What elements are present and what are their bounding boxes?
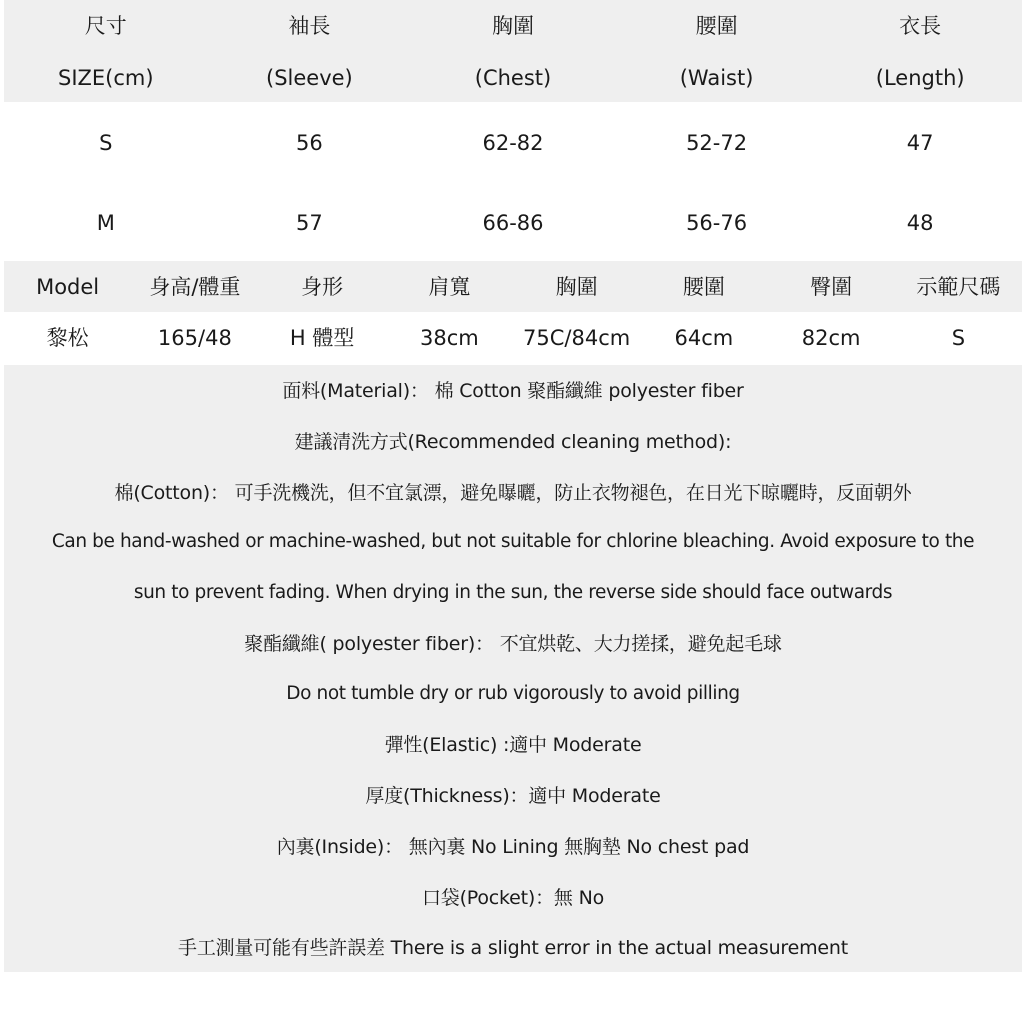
inside-line: 內裏(Inside)： 無內裏 No Lining 無胸墊 No chest pad	[276, 836, 750, 858]
header-body-shape: 身形	[301, 274, 344, 299]
sleeve-cell: 56	[296, 131, 323, 155]
header-waist-zh: 腰圍	[695, 14, 738, 38]
fabric-care-info	[4, 365, 1022, 972]
size-table-body	[4, 102, 1022, 260]
table-row	[4, 312, 1022, 364]
height-weight-cell: 165/48	[157, 326, 232, 350]
header-height-weight: 身高/體重	[149, 274, 241, 299]
header-shoulder: 肩寬	[428, 274, 471, 299]
header-sleeve-en: (Sleeve)	[266, 66, 353, 90]
pocket-line: 口袋(Pocket)：無 No	[421, 887, 605, 909]
size-cell: M	[96, 211, 115, 235]
length-cell: 47	[906, 131, 934, 155]
cleaning-method-heading: 建議清洗方式(Recommended cleaning method):	[294, 431, 732, 453]
bust-cell: 75C/84cm	[523, 326, 631, 350]
polyester-care-en: Do not tumble dry or rub vigorously to avoid pilling	[286, 683, 740, 704]
elastic-line: 彈性(Elastic) :適中 Moderate	[384, 734, 642, 756]
size-header-zh-row	[4, 13, 1022, 39]
chest-cell: 66-86	[482, 211, 544, 235]
table-row	[4, 210, 1022, 236]
body-shape-cell: H 體型	[289, 326, 355, 350]
header-size-en: SIZE(cm)	[58, 66, 154, 90]
table-row	[4, 130, 1022, 156]
thickness-line: 厚度(Thickness)：適中 Moderate	[365, 785, 661, 807]
material-line: 面料(Material)： 棉 Cotton 聚酯纖維 polyester fiber	[282, 380, 744, 402]
waist-cell: 56-76	[686, 211, 748, 235]
header-model: Model	[36, 274, 100, 299]
model-header-row	[4, 261, 1022, 312]
size-header-en-row	[4, 65, 1022, 91]
cotton-care-en-line1: Can be hand-washed or machine-washed, but not suitable for chlorine bleaching. Avoid exposure to the	[51, 531, 975, 552]
polyester-care-zh: 聚酯纖維( polyester fiber)： 不宜烘乾、大力搓揉，避免起毛球	[244, 633, 782, 655]
header-chest-zh: 胸圍	[491, 14, 534, 38]
measurement-note: 手工測量可能有些許誤差 There is a slight error in the actual measurement	[178, 937, 848, 959]
header-size-zh: 尺寸	[84, 14, 127, 38]
model-name-cell: 黎松	[46, 326, 89, 350]
cotton-care-zh: 棉(Cotton)： 可手洗機洗，但不宜氯漂，避免曝曬，防止衣物褪色，在日光下晾曬時，反面朝外	[114, 482, 912, 504]
header-length-en: (Length)	[875, 66, 965, 90]
header-length-zh: 衣長	[899, 14, 942, 38]
shoulder-cell: 38cm	[420, 326, 479, 350]
waist-cell: 52-72	[686, 131, 748, 155]
hip-cell: 82cm	[801, 326, 861, 350]
model-table-header	[4, 261, 1022, 312]
header-waist: 腰圍	[682, 274, 725, 299]
header-hip: 臀圍	[810, 274, 853, 299]
size-cell: S	[99, 131, 113, 155]
length-cell: 48	[906, 211, 934, 235]
header-chest-en: (Chest)	[474, 66, 552, 90]
sleeve-cell: 57	[296, 211, 323, 235]
header-bust: 胸圍	[555, 274, 598, 299]
size-table-header	[4, 0, 1022, 102]
demo-size-cell: S	[951, 326, 966, 350]
header-demo-size: 示範尺碼	[916, 274, 1001, 299]
header-sleeve-zh: 袖長	[288, 14, 331, 38]
model-table-body	[4, 312, 1022, 364]
chest-cell: 62-82	[482, 131, 544, 155]
waist-cell: 64cm	[674, 326, 734, 350]
cotton-care-en-line2: sun to prevent fading. When drying in the sun, the reverse side should face outwards	[133, 582, 893, 603]
header-waist-en: (Waist)	[679, 66, 754, 90]
